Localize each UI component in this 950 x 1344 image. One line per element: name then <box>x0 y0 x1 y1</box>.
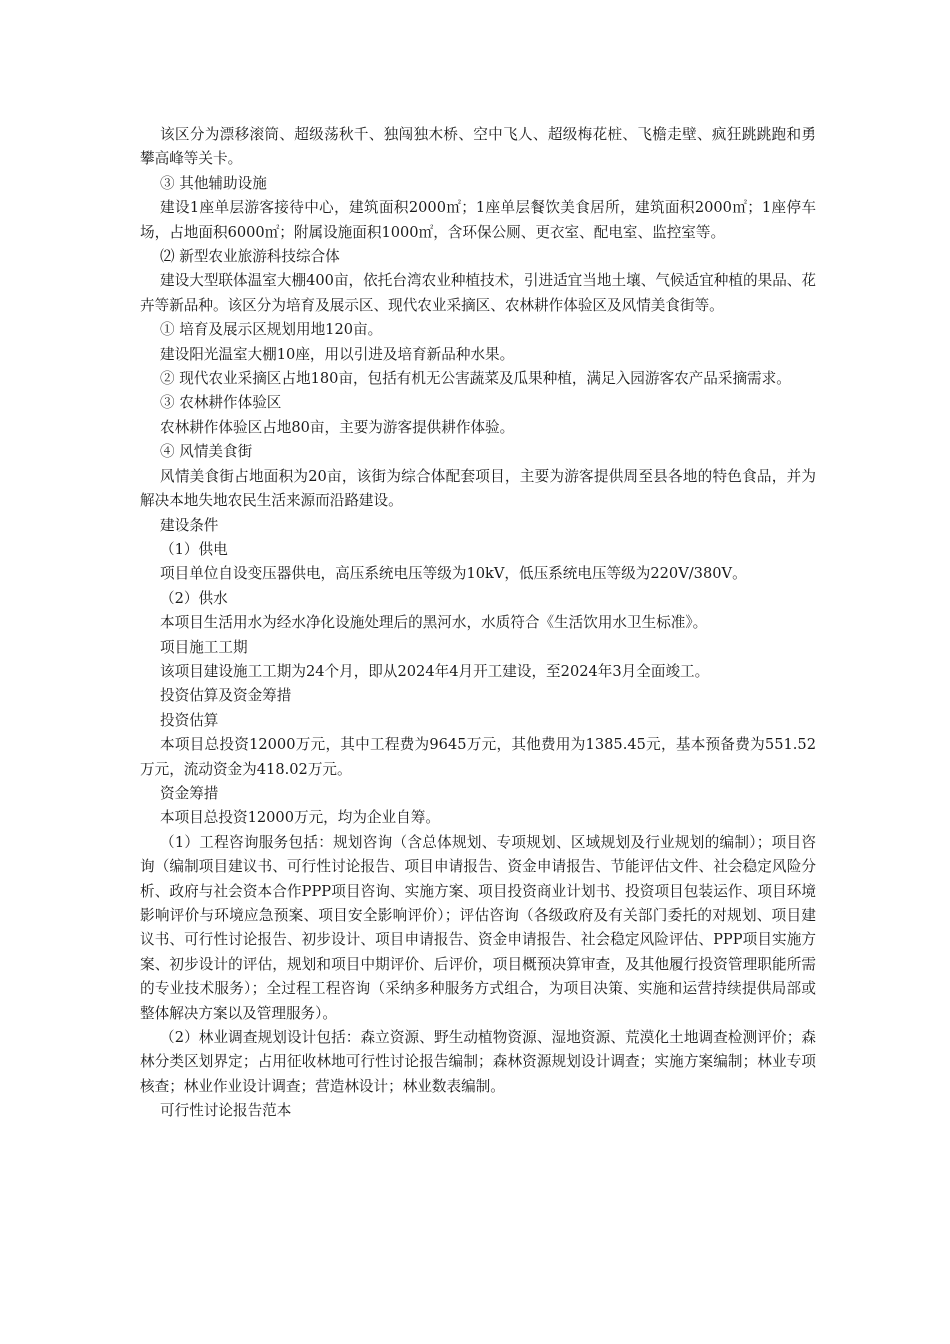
heading-funding: 资金筹措 <box>160 784 219 802</box>
paragraph-forestry-survey: （2）林业调查规划设计包括：森立资源、野生动植物资源、湿地资源、荒漠化土地调查检测评价；森林分类区划界定；占用征收林地可行性讨论报告编制；森林资源规划设计调查；实施方案编制；林业专项核查；林业作业设计调查；营造林设计；林业数表编制。 <box>140 1029 816 1095</box>
paragraph-nursery-area: 建设阳光温室大棚10座，用以引进及培育新品种水果。 <box>160 345 515 363</box>
paragraph-picking-area: ② 现代农业采摘区占地180亩，包括有机无公害蔬菜及瓜果种植，满足入园游客农产品采摘需求。 <box>160 370 791 388</box>
paragraph-food-street: 风情美食街占地面积为20亩，该街为综合体配套项目，主要为游客提供周至县各地的特色食品，并为解决本地失地农民生活来源而沿路建设。 <box>140 467 816 510</box>
paragraph-consulting-services: （1）工程咨询服务包括：规划咨询（含总体规划、专项规划、区域规划及行业规划的编制）；项目咨询（编制项目建议书、可行性讨论报告、项目申请报告、资金申请报告、节能评估文件、社会稳定风险分析、政府与社会资本合作PPP项目咨询、实施方案、项目投资商业计划书、投资项目包装运作、项目环境影响评价与环境应急预案、项目安全影响评价）；评估咨询（各级政府及有关部门委托的对规划、项目建议书、可行性讨论报告、初步设计、项目申请报告、资金申请报告、社会稳定风险评估、PPP项目实施方案、初步设计的评估，规划和项目中期评价、后评价，项目概预决算审查，及其他履行投资管理职能所需的专业技术服务）；全过程工程咨询（采纳多种服务方式组合，为项目决策、实施和运营持续提供局部或整体解决方案以及管理服务）。 <box>140 833 816 1022</box>
heading-construction-conditions: 建设条件 <box>160 516 219 534</box>
heading-water-supply: （2）供水 <box>160 589 228 607</box>
heading-nursery-area: ① 培育及展示区规划用地120亩。 <box>160 321 383 339</box>
paragraph-construction-period: 该项目建设施工工期为24个月，即从2024年4月开工建设，至2024年3月全面竣工。 <box>160 662 710 680</box>
heading-farming-experience: ③ 农林耕作体验区 <box>160 394 282 412</box>
heading-investment-funding: 投资估算及资金筹措 <box>160 687 292 705</box>
paragraph-power-supply: 项目单位自设变压器供电，高压系统电压等级为10kV，低压系统电压等级为220V/380V。 <box>160 565 747 583</box>
paragraph-funding: 本项目总投资12000万元，均为企业自筹。 <box>160 809 440 827</box>
heading-agri-tourism-complex: ⑵ 新型农业旅游科技综合体 <box>160 248 340 266</box>
paragraph-farming-experience: 农林耕作体验区占地80亩，主要为游客提供耕作体验。 <box>160 418 515 436</box>
heading-power-supply: （1）供电 <box>160 540 228 558</box>
footer-report-template: 可行性讨论报告范本 <box>160 1102 292 1120</box>
paragraph-auxiliary-facilities: 建设1座单层游客接待中心，建筑面积2000㎡；1座单层餐饮美食居所，建筑面积2000㎡；1座停车场，占地面积6000㎡；附属设施面积1000㎡，含环保公厕、更衣室、配电室、监控室等。 <box>140 199 816 241</box>
heading-investment-estimate: 投资估算 <box>160 711 219 729</box>
heading-food-street: ④ 风情美食街 <box>160 443 253 461</box>
heading-auxiliary-facilities: ③ 其他辅助设施 <box>160 174 267 192</box>
paragraph-investment-estimate: 本项目总投资12000万元，其中工程费为9645万元，其他费用为1385.45元，基本预备费为551.52万元，流动资金为418.02万元。 <box>140 736 816 778</box>
heading-construction-period: 项目施工工期 <box>160 638 248 656</box>
document-body <box>140 123 816 1124</box>
paragraph-obstacle-zone: 该区分为漂移滚筒、超级荡秋千、独闯独木桥、空中飞人、超级梅花桩、飞檐走壁、疯狂跳跳跑和勇攀高峰等关卡。 <box>140 126 816 168</box>
paragraph-greenhouse: 建设大型联体温室大棚400亩，依托台湾农业种植技术，引进适宜当地土壤、气候适宜种植的果品、花卉等新品种。该区分为培育及展示区、现代农业采摘区、农林耕作体验区及风情美食街等。 <box>140 272 816 314</box>
paragraph-water-supply: 本项目生活用水为经水净化设施处理后的黑河水，水质符合《生活饮用水卫生标准》。 <box>160 614 708 632</box>
